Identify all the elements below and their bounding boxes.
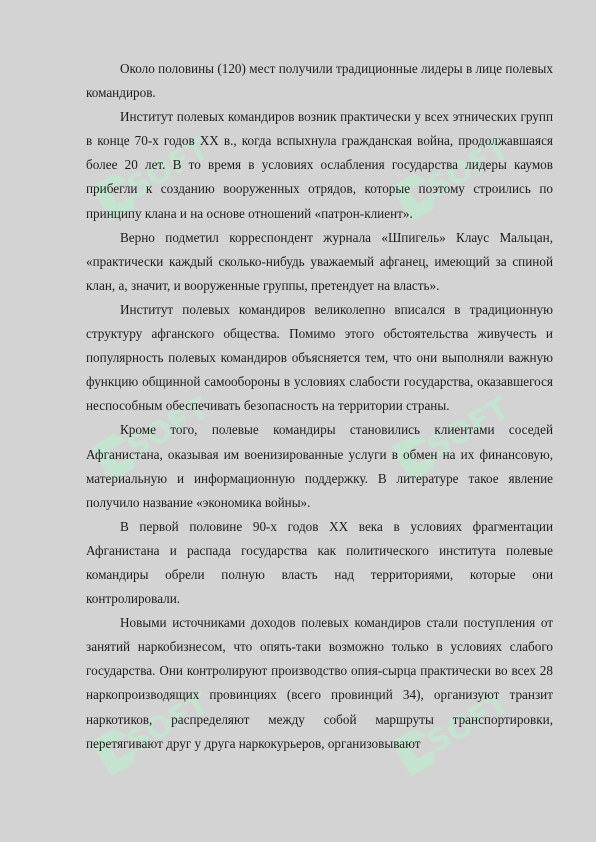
document-body <box>86 57 553 756</box>
paragraph: Кроме того, полевые командиры становились клиентами соседей Афганистана, оказывая им военизированные услуги в обмен на их финансовую, материальную и информационную поддержку. В литературе такое явление получило название «экономика войны». <box>86 422 553 510</box>
watermark-text: SOFT <box>121 391 216 466</box>
watermark-text: SOFT <box>421 131 516 206</box>
watermark-text: SOFT <box>121 131 216 206</box>
paragraph: Институт полевых командиров возник практически у всех этнических групп в конце 70-х годов XX в., когда вспыхнула гражданская война, продолжавшаяся более 20 лет. В то время в условиях ослабления государства лидеры каумов прибегли к созданию вооруженных отрядов, которые поэтому строились по принципу клана и на основе отношений «патрон-клиент». <box>86 109 553 221</box>
watermark-text: SOFT <box>121 686 216 761</box>
paragraph: Верно подметил корреспондент журнала «Шпигель» Клаус Мальцан, «практически каждый сколько-нибудь уважаемый афганец, имеющий за спиной клан, а, значит, и вооруженные группы, претендует на власть». <box>86 229 553 293</box>
paragraph: Новыми источниками доходов полевых командиров стали поступления от занятий наркобизнесом, что опять-таки возможно только в условиях слабого государства. Они контролируют производство опия-сырца практически во всех 28 наркопроизводящих провинциях (всего провинций 34), организуют транзит наркотиков, распределяют между собой маршруты транспортировки, перетягивают друг у друга наркокурьеров, организовывают <box>86 615 553 751</box>
paragraph: Около половины (120) мест получили традиционные лидеры в лице полевых командиров. <box>86 61 553 101</box>
watermark-text: SOFT <box>421 391 516 466</box>
paragraph: Институт полевых командиров великолепно вписался в традиционную структуру афганского общества. Помимо этого обстоятельства живучесть и популярность полевых командиров объясняется тем, что они выполняли важную функцию общинной самообороны в условиях слабости государства, оказавшегося неспособным обеспечивать безопасность на территории страны. <box>86 301 553 414</box>
watermark-text: SOFT <box>421 686 516 761</box>
paragraph: В первой половине 90-х годов XX века в условиях фрагментации Афганистана и распада государства как политического института полевые командиры обрели полную власть над территориями, которые они контролировали. <box>86 518 553 607</box>
